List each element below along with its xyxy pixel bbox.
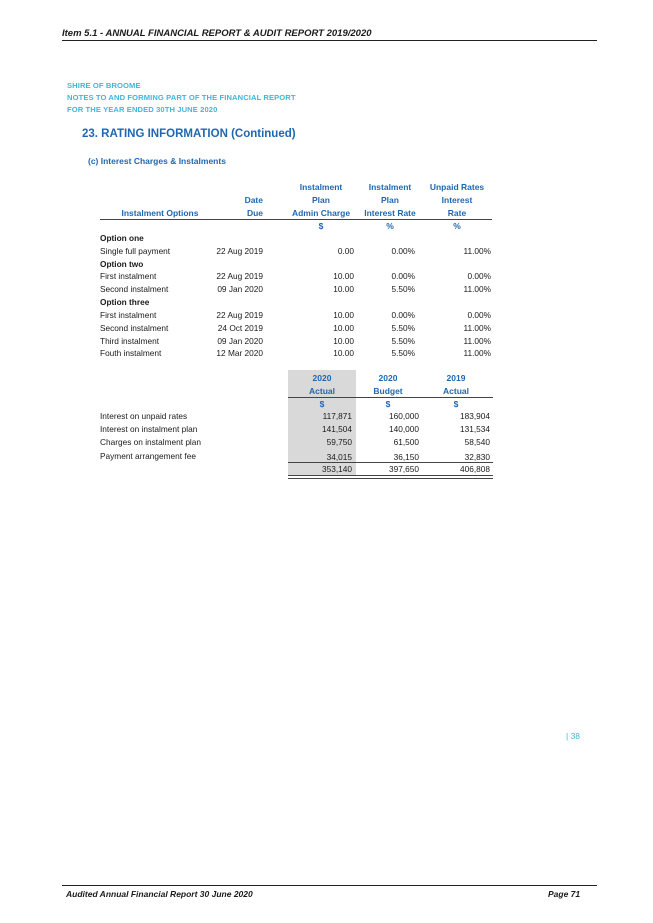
revenue-budget-2020: 140,000 (389, 424, 419, 434)
revenue-label: Interest on instalment plan (100, 424, 198, 434)
total-double-rule (288, 475, 493, 479)
instalment-label: Fouth instalment (100, 348, 162, 358)
total-budget-2020: 397,650 (389, 464, 419, 474)
instalment-date: 22 Aug 2019 (216, 246, 263, 256)
revenue-budget-2020: 61,500 (393, 437, 419, 447)
instalment-date: 24 Oct 2019 (217, 323, 263, 333)
section-title: 23. RATING INFORMATION (Continued) (82, 128, 296, 140)
revenue-actual-2019: 58,540 (464, 437, 490, 447)
revenue-actual-2020: 34,015 (326, 452, 352, 462)
section-subtitle: (c) Interest Charges & Instalments (88, 156, 226, 166)
revenue-label: Payment arrangement fee (100, 451, 196, 461)
revenue-actual-2019: 32,830 (464, 452, 490, 462)
instalment-date: 22 Aug 2019 (216, 310, 263, 320)
instalment-interest-rate: 0.00% (391, 310, 415, 320)
unpaid-interest-rate: 11.00% (463, 348, 491, 358)
instalment-header-rule (100, 219, 492, 220)
instalment-admin-charge: 10.00 (333, 310, 354, 320)
total-actual-2019: 406,808 (460, 464, 490, 474)
header-admin-line1: Instalment (299, 182, 343, 192)
col-2019-actual-year: 2019 (446, 373, 466, 383)
report-period: FOR THE YEAR ENDED 30TH JUNE 2020 (67, 105, 218, 114)
org-name: SHIRE OF BROOME (67, 81, 141, 90)
group-label: Option one (100, 233, 144, 243)
instalment-interest-rate: 5.50% (391, 336, 415, 346)
instalment-admin-charge: 10.00 (333, 323, 354, 333)
header-unpaid-unit: % (453, 221, 461, 231)
instalment-admin-charge: 10.00 (333, 284, 354, 294)
header-unpaid-line3: Rate (447, 208, 467, 218)
revenue-actual-2020: 141,504 (322, 424, 352, 434)
revenue-budget-2020: 36,150 (393, 452, 419, 462)
inner-page-number: | 38 (566, 731, 581, 741)
document-header: Item 5.1 - ANNUAL FINANCIAL REPORT & AUDIT REPORT 2019/2020 (62, 28, 372, 39)
header-rate-unit: % (386, 221, 394, 231)
header-admin-line2: Plan (312, 195, 330, 205)
group-label: Option three (100, 297, 150, 307)
unpaid-interest-rate: 11.00% (463, 284, 491, 294)
revenue-actual-2019: 131,534 (460, 424, 490, 434)
revenue-actual-2019: 183,904 (460, 411, 490, 421)
header-unpaid-line2: Interest (441, 195, 473, 205)
instalment-admin-charge: 10.00 (333, 348, 354, 358)
instalment-admin-charge: 0.00 (337, 246, 354, 256)
header-rate-line1: Instalment (368, 182, 412, 192)
header-instalment-options: Instalment Options (121, 208, 199, 218)
unpaid-interest-rate: 0.00% (467, 310, 491, 320)
instalment-interest-rate: 0.00% (391, 271, 415, 281)
header-admin-unit: $ (318, 221, 324, 231)
instalment-interest-rate: 5.50% (391, 323, 415, 333)
col-2020-budget-type: Budget (373, 386, 403, 396)
header-rate-line2: Plan (381, 195, 399, 205)
instalment-interest-rate: 5.50% (391, 348, 415, 358)
header-date-line1: Date (244, 195, 263, 205)
col-2020-actual-unit: $ (319, 399, 325, 409)
revenue-header-rule (288, 397, 493, 398)
unpaid-interest-rate: 11.00% (463, 336, 491, 346)
instalment-label: Third instalment (100, 336, 160, 346)
instalment-label: First instalment (100, 310, 157, 320)
col-2019-actual-unit: $ (453, 399, 459, 409)
revenue-actual-2020: 117,871 (322, 411, 352, 421)
header-date-line2: Due (246, 208, 263, 218)
instalment-admin-charge: 10.00 (333, 336, 354, 346)
instalment-label: Single full payment (100, 246, 171, 256)
unpaid-interest-rate: 11.00% (463, 246, 491, 256)
col-2020-actual-year: 2020 (312, 373, 332, 383)
col-2020-actual-type: Actual (309, 386, 335, 396)
col-2020-budget-unit: $ (385, 399, 391, 409)
unpaid-interest-rate: 0.00% (467, 271, 491, 281)
revenue-label: Charges on instalment plan (100, 437, 202, 447)
instalment-date: 09 Jan 2020 (217, 284, 263, 294)
revenue-budget-2020: 160,000 (389, 411, 419, 421)
report-notes-title: NOTES TO AND FORMING PART OF THE FINANCIAL REPORT (67, 93, 296, 102)
col-2020-budget-year: 2020 (378, 373, 398, 383)
footer-page-number: Page 71 (548, 889, 581, 899)
instalment-label: Second instalment (100, 284, 169, 294)
header-rate-line3: Interest Rate (364, 208, 416, 218)
footer-report-title: Audited Annual Financial Report 30 June 2020 (66, 889, 253, 899)
header-admin-line3: Admin Charge (291, 208, 351, 218)
instalment-admin-charge: 10.00 (333, 271, 354, 281)
group-label: Option two (100, 259, 144, 269)
header-divider (62, 40, 597, 41)
instalment-date: 12 Mar 2020 (216, 348, 263, 358)
footer-divider (62, 885, 597, 886)
col-2019-actual-type: Actual (443, 386, 469, 396)
instalment-label: First instalment (100, 271, 157, 281)
instalment-date: 09 Jan 2020 (217, 336, 263, 346)
instalment-label: Second instalment (100, 323, 169, 333)
instalment-date: 22 Aug 2019 (216, 271, 263, 281)
total-actual-2020: 353,140 (322, 464, 352, 474)
revenue-actual-2020: 59,750 (326, 437, 352, 447)
instalment-interest-rate: 0.00% (391, 246, 415, 256)
unpaid-interest-rate: 11.00% (463, 323, 491, 333)
revenue-label: Interest on unpaid rates (100, 411, 188, 421)
instalment-interest-rate: 5.50% (391, 284, 415, 294)
header-unpaid-line1: Unpaid Rates (429, 182, 485, 192)
